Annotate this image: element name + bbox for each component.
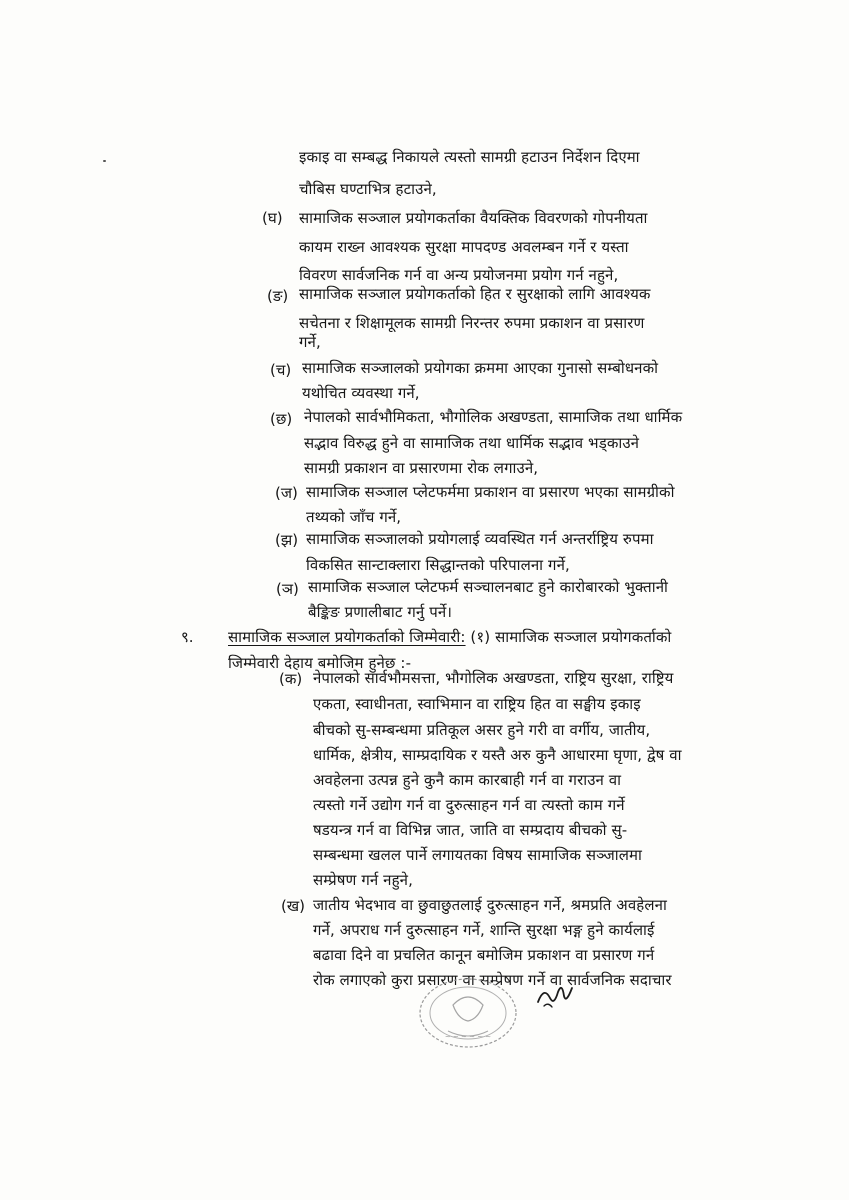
item-label-cha: (च) bbox=[270, 361, 292, 379]
item-cha-line-2: यथोचित व्यवस्था गर्ने, bbox=[302, 384, 420, 402]
section-9-heading: सामाजिक सञ्जाल प्रयोगकर्ताको जिम्मेवारी: bbox=[228, 628, 466, 646]
sub-ka-line-3: बीचको सु-सम्बन्धमा प्रतिकूल असर हुने गरी वा वर्गीय, जातीय, bbox=[313, 721, 651, 739]
sub-ka-line-1: नेपालको सार्वभौमसत्ता, भौगोलिक अखण्डता, राष्ट्रिय सुरक्षा, राष्ट्रिय bbox=[313, 669, 674, 687]
item-ja-line-2: तथ्यको जाँच गर्ने, bbox=[306, 508, 402, 526]
section-9-number: ९. bbox=[181, 628, 194, 646]
intro-line-1: इकाइ वा सम्बद्ध निकायले त्यस्तो सामग्री हटाउन निर्देशन दिएमा bbox=[299, 148, 640, 166]
item-nga-line-3: गर्ने, bbox=[299, 333, 321, 351]
item-nga-line-2: सचेतना र शिक्षामूलक सामग्री निरन्तर रुपमा प्रकाशन वा प्रसारण bbox=[299, 314, 645, 332]
item-chha-line-3: सामग्री प्रकाशन वा प्रसारणमा रोक लगाउने, bbox=[304, 459, 539, 477]
svg-text:~ ~ ~ ~ ~ ~: ~ ~ ~ ~ ~ ~ bbox=[444, 1033, 492, 1041]
signature bbox=[534, 980, 578, 1012]
sub-ka-line-5: अवहेलना उत्पन्न हुने कुनै काम कारबाही गर्न वा गराउन वा bbox=[313, 771, 622, 789]
item-label-jha: (झ) bbox=[275, 531, 299, 549]
item-label-nya: (ञ) bbox=[276, 580, 299, 598]
section-9-heading-rest: (१) सामाजिक सञ्जाल प्रयोगकर्ताको bbox=[465, 628, 672, 646]
item-chha-line-2: सद्भाव विरुद्ध हुने वा सामाजिक तथा धार्मिक सद्भाव भड्काउने bbox=[304, 434, 640, 452]
item-jha-line-2: विकसित सान्टाक्लारा सिद्धान्तको परिपालना गर्ने, bbox=[306, 556, 570, 574]
sub-kha-line-2: गर्ने, अपराध गर्न दुरुत्साहन गर्ने, शान्ति सुरक्षा भङ्ग हुने कार्यलाई bbox=[313, 921, 655, 939]
item-nya-line-2: बैङ्किङ प्रणालीबाट गर्नु पर्ने। bbox=[308, 603, 453, 621]
scan-speck bbox=[103, 160, 106, 162]
item-jha-line-1: सामाजिक सञ्जालको प्रयोगलाई व्यवस्थित गर्न अन्तर्राष्ट्रिय रुपमा bbox=[306, 530, 654, 548]
sub-label-ka: (क) bbox=[279, 670, 303, 688]
section-9-line-2: जिम्मेवारी देहाय बमोजिम हुनेछ :- bbox=[228, 654, 412, 672]
item-nya-line-1: सामाजिक सञ्जाल प्लेटफर्म सञ्चालनबाट हुने कारोबारको भुक्तानी bbox=[308, 578, 669, 596]
sub-ka-line-7: षडयन्त्र गर्न वा विभिन्न जात, जाति वा सम्प्रदाय बीचको सु- bbox=[313, 821, 628, 839]
section-9-heading-line bbox=[228, 628, 671, 646]
item-label-ja: (ज) bbox=[275, 484, 298, 502]
sub-ka-line-6: त्यस्तो गर्ने उद्योग गर्न वा दुरुत्साहन गर्न वा त्यस्तो काम गर्ने bbox=[313, 796, 625, 814]
sub-ka-line-8: सम्बन्धमा खलल पार्ने लगायतका विषय सामाजिक सञ्जालमा bbox=[313, 846, 643, 864]
item-label-chha: (छ) bbox=[270, 410, 293, 428]
sub-ka-line-4: धार्मिक, क्षेत्रीय, साम्प्रदायिक र यस्तै अरु कुनै आधारमा घृणा, द्वेष वा bbox=[313, 746, 682, 764]
item-gha-line-1: सामाजिक सञ्जाल प्रयोगकर्ताका वैयक्तिक विवरणको गोपनीयता bbox=[299, 209, 648, 227]
item-gha-line-2: कायम राख्न आवश्यक सुरक्षा मापदण्ड अवलम्बन गर्ने र यस्ता bbox=[299, 238, 629, 256]
sub-label-kha: (ख) bbox=[281, 897, 305, 915]
item-nga-line-1: सामाजिक सञ्जाल प्रयोगकर्ताको हित र सुरक्षाको लागि आवश्यक bbox=[299, 285, 651, 303]
item-chha-line-1: नेपालको सार्वभौमिकता, भौगोलिक अखण्डता, सामाजिक तथा धार्मिक bbox=[304, 408, 683, 426]
item-label-gha: (घ) bbox=[262, 209, 283, 227]
item-gha-line-3: विवरण सार्वजनिक गर्न वा अन्य प्रयोजनमा प्रयोग गर्न नहुने, bbox=[299, 266, 619, 284]
item-label-nga: (ङ) bbox=[267, 287, 289, 305]
sub-kha-line-3: बढावा दिने वा प्रचलित कानून बमोजिम प्रकाशन वा प्रसारण गर्न bbox=[313, 946, 655, 964]
sub-kha-line-1: जातीय भेदभाव वा छुवाछुतलाई दुरुत्साहन गर्ने, श्रमप्रति अवहेलना bbox=[313, 896, 667, 914]
sub-ka-line-9: सम्प्रेषण गर्न नहुने, bbox=[313, 871, 413, 889]
item-cha-line-1: सामाजिक सञ्जालको प्रयोगका क्रममा आएका गुनासो सम्बोधनको bbox=[302, 359, 659, 377]
government-seal bbox=[408, 975, 538, 1055]
intro-line-2: चौबिस घण्टाभित्र हटाउने, bbox=[299, 180, 437, 198]
item-ja-line-1: सामाजिक सञ्जाल प्लेटफर्ममा प्रकाशन वा प्रसारण भएका सामग्रीको bbox=[306, 483, 675, 501]
sub-ka-line-2: एकता, स्वाधीनता, स्वाभिमान वा राष्ट्रिय हित वा सङ्घीय इकाइ bbox=[313, 695, 641, 713]
sub-kha-line-4: रोक लगाएको कुरा प्रसारण वा सम्प्रेषण गर्ने वा सार्वजनिक सदाचार bbox=[313, 971, 672, 989]
